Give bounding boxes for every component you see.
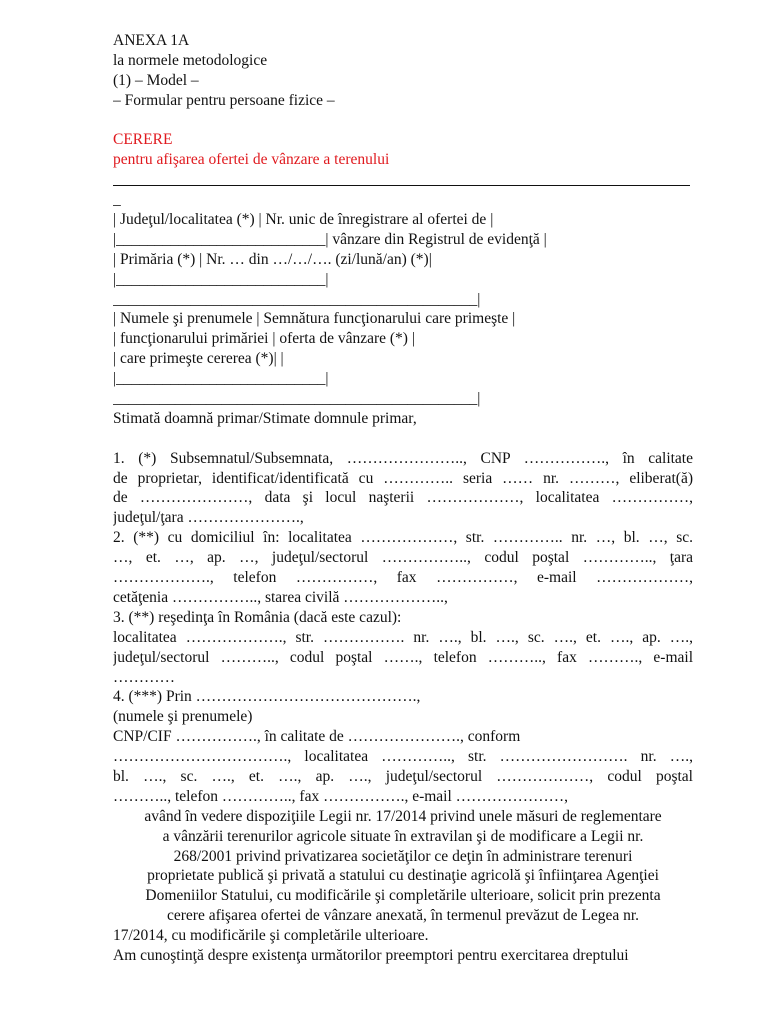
table-row: | funcţionarului primăriei | oferta de vânzare (*) | xyxy=(113,330,415,348)
body-line: judeţul/sectorul ……….., codul poştal ……., telefon ……….., fax ………., e-mail xyxy=(113,648,693,666)
table-top-rule-tail: _ xyxy=(113,191,121,209)
body-line: de …………………, data şi locul naşterii ………………, localitatea ……………, xyxy=(113,489,693,507)
body-line: având în vedere dispoziţiile Legii nr. 17/2014 privind unele măsuri de reglementare xyxy=(144,807,662,825)
body-line: 1. (*) Subsemnatul/Subsemnata, ………………….., CNP ……………., în calitate xyxy=(113,449,693,467)
body-line: 268/2001 privind privatizarea societăţilor ce deţin în administrare terenuri xyxy=(173,847,633,865)
body-line: Am cunoştinţă despre existenţa următorilor preemptori pentru exercitarea dreptului xyxy=(113,946,629,964)
table-row: | Primăria (*) | Nr. … din …/…/…. (zi/lună/an) (*)| xyxy=(113,250,432,268)
body-line: cerere afişarea ofertei de vânzare anexată, în termenul prevăzut de Legea nr. xyxy=(166,907,640,925)
body-line: (numele şi prenumele) xyxy=(113,708,253,726)
table-row: _______________________________________________| xyxy=(113,390,481,408)
table-row: |___________________________| vânzare din Registrul de evidenţă | xyxy=(113,230,547,248)
norms-label: la normele metodologice xyxy=(113,51,268,69)
greeting: Stimată doamnă primar/Stimate domnule primar, xyxy=(113,409,417,427)
body-line: 2. (**) cu domiciliul în: localitatea ………………, str. ………….. nr. …, bl. …, sc. xyxy=(113,529,693,547)
body-line: 3. (**) reşedinţa în România (dacă este cazul): xyxy=(113,608,402,626)
table-row: | Numele şi prenumele | Semnătura funcţionarului care primeşte | xyxy=(113,310,516,328)
body-line: ………………., telefon ……………, fax ……………, e-mail ………………, xyxy=(113,569,693,587)
table-row: |___________________________| xyxy=(113,270,329,288)
body-line: ……………………………., localitatea ………….., str. ……………………. nr. …., xyxy=(113,748,693,766)
body-line: bl. …., sc. …., et. …., ap. …., judeţul/sectorul ………………, codul poştal xyxy=(113,767,693,785)
spacer xyxy=(113,111,693,131)
table-row: |___________________________| xyxy=(113,370,329,388)
body-line: 17/2014, cu modificările şi completările ulterioare. xyxy=(113,927,429,945)
table-top-rule xyxy=(113,170,693,190)
body-line: judeţul/ţara …………………., xyxy=(113,509,304,527)
body-line: de proprietar, identificat/identificată cu ………….. seria …… nr. ………, eliberat(ă) xyxy=(113,469,693,487)
table-row: | care primeşte cererea (*)| | xyxy=(113,350,284,368)
body-line: cetăţenia …………….., starea civilă ……………….., xyxy=(113,588,448,606)
body-line: proprietate publică şi privată a statului cu destinaţie agricolă şi înfiinţarea Agenţiei xyxy=(147,867,659,885)
request-body xyxy=(113,449,693,966)
body-line: a vânzării terenurilor agricole situate în extravilan şi de modificare a Legii nr. xyxy=(162,827,644,845)
body-line: …, et. …, ap. …, judeţul/sectorul …………….., codul poştal ………….., ţara xyxy=(113,549,693,567)
document-page xyxy=(113,31,693,966)
table-row: | Judeţul/localitatea (*) | Nr. unic de înregistrare al ofertei de | xyxy=(113,211,494,229)
annex-label: ANEXA 1A xyxy=(113,32,190,49)
document-title: CERERE xyxy=(113,131,173,149)
table-row: _______________________________________________| xyxy=(113,290,481,308)
form-type-label: – Formular pentru persoane fizice – xyxy=(113,91,335,109)
model-label: (1) – Model – xyxy=(113,71,199,89)
spacer xyxy=(113,429,693,449)
body-line: localitatea ………………., str. ……………. nr. …., bl. …., sc. …., et. …., ap. …., xyxy=(113,628,693,646)
body-line: ……….., telefon ………….., fax ……………., e-mail …………………, xyxy=(113,787,569,805)
body-line: Domeniilor Statului, cu modificările şi completările ulterioare, solicit prin prezenta xyxy=(145,887,661,905)
body-line: CNP/CIF ……………., în calitate de …………………., conform xyxy=(113,728,521,746)
document-subtitle: pentru afişarea ofertei de vânzare a terenului xyxy=(113,151,390,169)
body-line: 4. (***) Prin ……………………………………., xyxy=(113,688,421,706)
body-line: ………… xyxy=(113,668,175,686)
